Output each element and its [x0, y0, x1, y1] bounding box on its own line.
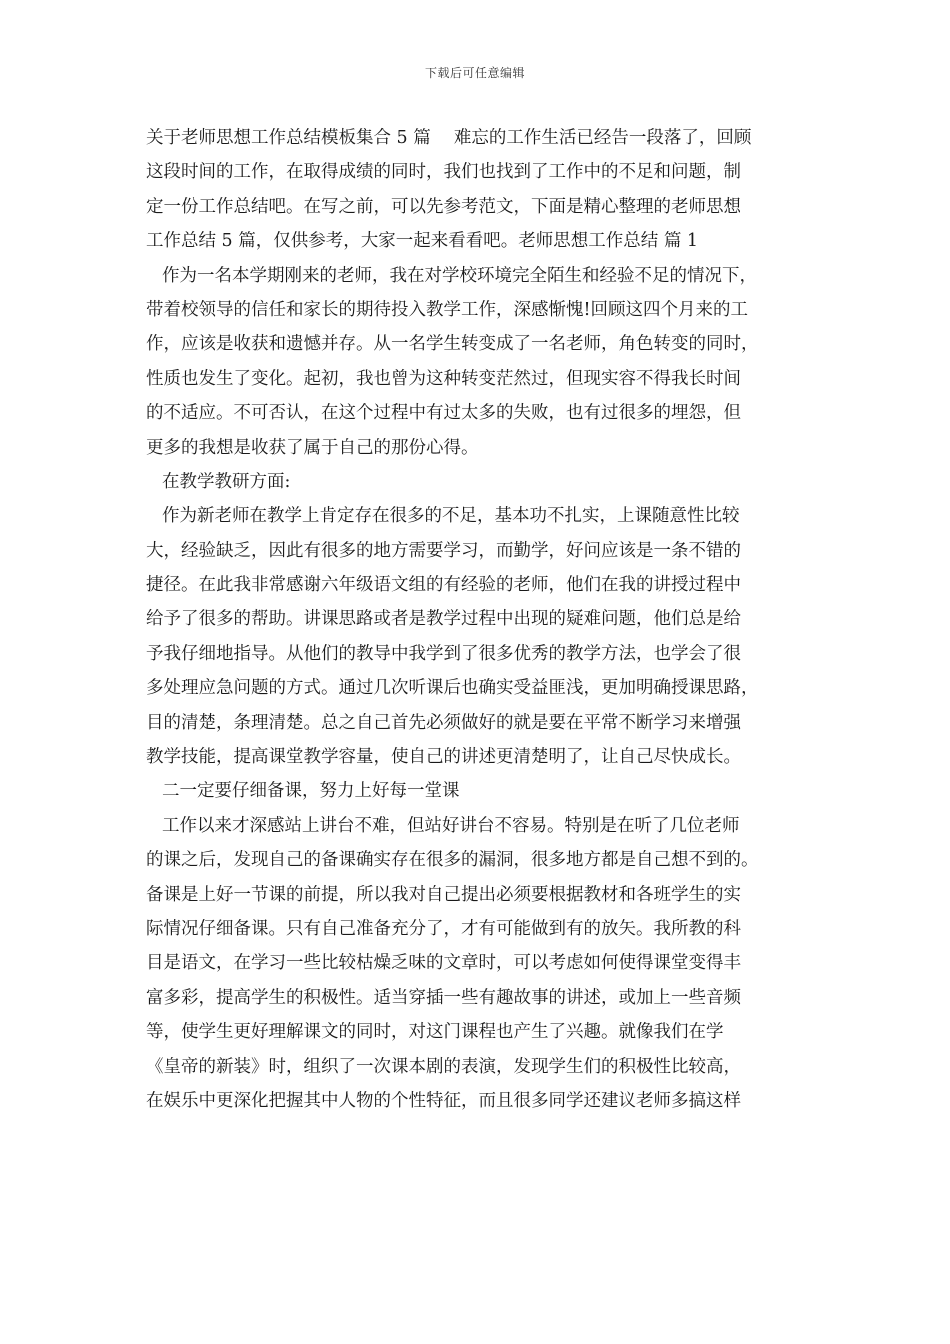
- text-line: 作为新老师在教学上肯定存在很多的不足，基本功不扎实，上课随意性比较: [162, 506, 740, 527]
- text-line: 性质也发生了变化。起初，我也曾为这种转变茫然过，但现实容不得我长时间: [146, 368, 741, 389]
- text-line: 备课是上好一节课的前提，所以我对自己提出必须要根据教材和各班学生的实: [146, 884, 741, 905]
- text-line: 作为一名本学期刚来的老师，我在对学校环境完全陌生和经验不足的情况下，: [162, 265, 757, 286]
- text-line: 工作以来才深感站上讲台不难，但站好讲台不容易。特别是在听了几位老师: [162, 815, 740, 836]
- text-line: 《皇帝的新装》时，组织了一次课本剧的表演，发现学生们的积极性比较高，: [146, 1056, 741, 1077]
- text-line: 目的清楚，条理清楚。总之自己首先必须做好的就是要在平常不断学习来增强: [146, 712, 741, 733]
- text-line: 多处理应急问题的方式。通过几次听课后也确实受益匪浅，更加明确授课思路，: [146, 678, 759, 699]
- text-line: 更多的我想是收获了属于自己的那份心得。: [146, 437, 479, 458]
- text-line: 的不适应。不可否认，在这个过程中有过太多的失败，也有过很多的埋怨，但: [146, 403, 741, 424]
- text-line: 予我仔细地指导。从他们的教导中我学到了很多优秀的教学方法，也学会了很: [146, 643, 741, 664]
- text-line: 作，应该是收获和遗憾并存。从一名学生转变成了一名老师，角色转变的同时，: [146, 334, 759, 355]
- text-line: 目是语文，在学习一些比较枯燥乏味的文章时，可以考虑如何使得课堂变得丰: [146, 953, 741, 974]
- text-line: 捷径。在此我非常感谢六年级语文组的有经验的老师，他们在我的讲授过程中: [146, 575, 741, 596]
- text-line: 富多彩，提高学生的积极性。适当穿插一些有趣故事的讲述，或加上一些音频: [146, 987, 741, 1008]
- text-line: 给予了很多的帮助。讲课思路或者是教学过程中出现的疑难问题，他们总是给: [146, 609, 741, 630]
- text-line: 这段时间的工作，在取得成绩的同时，我们也找到了工作中的不足和问题，制: [146, 162, 741, 183]
- text-line: 定一份工作总结吧。在写之前，可以先参考范文，下面是精心整理的老师思想: [146, 196, 741, 217]
- text-line: 际情况仔细备课。只有自己准备充分了，才有可能做到有的放矢。我所教的科: [146, 918, 741, 939]
- text-line: 教学技能，提高课堂教学容量，使自己的讲述更清楚明了，让自己尽快成长。: [146, 747, 741, 768]
- text-line: 的课之后，发现自己的备课确实存在很多的漏洞，很多地方都是自己想不到的。: [146, 850, 759, 871]
- text-line: 大，经验缺乏，因此有很多的地方需要学习，而勤学，好问应该是一条不错的: [146, 540, 741, 561]
- text-line: 关于老师思想工作总结模板集合 5 篇 难忘的工作生活已经告一段落了，回顾: [146, 128, 752, 148]
- text-line: 工作总结 5 篇，仅供参考，大家一起来看看吧。老师思想工作总结 篇 1: [146, 231, 699, 252]
- text-line: 二一定要仔细备课，努力上好每一堂课: [162, 781, 460, 802]
- text-line: 在教学教研方面:: [162, 471, 291, 492]
- page-header: 下载后可任意编辑: [424, 66, 525, 80]
- document-body: [146, 121, 806, 1118]
- text-line: 带着校领导的信任和家长的期待投入教学工作，深感惭愧!回顾这四个月来的工: [146, 299, 749, 320]
- text-line: 在娱乐中更深化把握其中人物的个性特征，而且很多同学还建议老师多搞这样: [146, 1090, 741, 1111]
- text-line: 等，使学生更好理解课文的同时，对这门课程也产生了兴趣。就像我们在学: [146, 1022, 724, 1043]
